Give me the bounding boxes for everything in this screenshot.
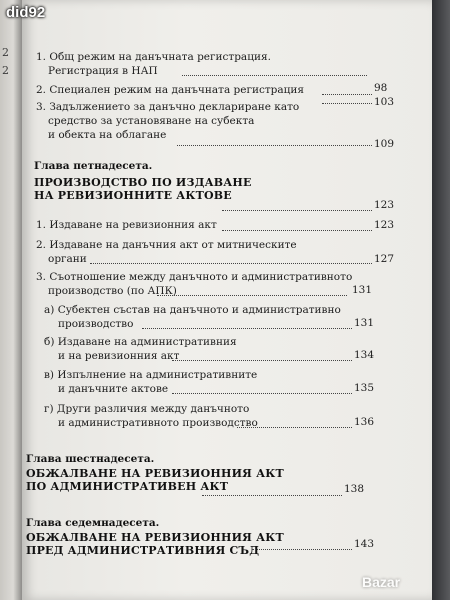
- toc-page-number: 127: [374, 253, 395, 265]
- toc-entry-2: [36, 83, 304, 97]
- toc-line: органи: [48, 253, 87, 265]
- toc-line: а) Субектен състав на данъчното и административно: [44, 304, 341, 316]
- toc-page-number: 143: [354, 538, 375, 550]
- chapter-title: ПРОИЗВОДСТВО ПО ИЗДАВАНЕ: [34, 176, 252, 189]
- toc-page-number: 136: [354, 416, 375, 428]
- toc-line: и на ревизионния акт: [58, 350, 180, 362]
- toc-leader: [157, 294, 347, 296]
- watermark-logo: Bazar: [362, 574, 401, 590]
- left-page-digit: 2: [2, 64, 9, 77]
- toc-page-number: 131: [354, 317, 375, 329]
- toc-line: б) Издаване на административния: [44, 336, 237, 348]
- chapter-17-heading: [26, 517, 284, 557]
- toc-line: г) Други различия между данъчното: [44, 403, 250, 415]
- toc-page-number: 109: [374, 138, 395, 150]
- toc-subentry-g: [44, 402, 258, 430]
- chapter-label: Глава шестнадесета.: [26, 453, 155, 465]
- toc-leader: [322, 93, 372, 95]
- chapter-16-heading: [26, 453, 284, 493]
- toc-leader: [322, 102, 372, 104]
- toc-page-number: 138: [344, 483, 365, 495]
- toc-page-number: 123: [374, 199, 395, 211]
- toc-leader: [177, 144, 372, 146]
- toc-page-number: 98: [374, 82, 388, 94]
- book-page: [22, 0, 432, 600]
- toc-line: средство за установяване на субекта: [48, 115, 255, 127]
- toc-leader: [90, 262, 372, 264]
- toc-page-number: 131: [352, 284, 373, 296]
- left-page-digit: 2: [2, 46, 9, 59]
- toc-line: 2. Издаване на данъчния акт от митническите: [36, 239, 297, 251]
- toc-leader: [222, 209, 372, 211]
- chapter-label: Глава петнадесета.: [34, 160, 153, 172]
- toc-page-number: 134: [354, 349, 375, 361]
- toc-line: и административното производство: [58, 417, 258, 429]
- toc-leader: [222, 229, 372, 231]
- toc-entry-15-1: [36, 218, 217, 232]
- chapter-15-heading: [34, 160, 252, 202]
- toc-line: и данъчните актове: [58, 383, 169, 395]
- toc-leader: [237, 426, 352, 428]
- toc-line: 1. Издаване на ревизионния акт: [36, 219, 217, 231]
- left-page-edge: [0, 0, 22, 600]
- chapter-title: ОБЖАЛВАНЕ НА РЕВИЗИОННИЯ АКТ: [26, 467, 284, 480]
- toc-line: 3. Съотношение между данъчното и административното: [36, 271, 353, 283]
- toc-line: в) Изпълнение на административните: [44, 369, 258, 381]
- toc-leader: [182, 74, 367, 76]
- toc-entry-3: [36, 100, 299, 142]
- toc-leader: [202, 494, 342, 496]
- chapter-title: ПО АДМИНИСТРАТИВЕН АКТ: [26, 480, 229, 493]
- toc-leader: [172, 392, 352, 394]
- toc-page-number: 123: [374, 219, 395, 231]
- chapter-title: ПРЕД АДМИНИСТРАТИВНИЯ СЪД: [26, 544, 260, 557]
- toc-leader: [172, 359, 352, 361]
- toc-line: и обекта на облагане: [48, 129, 167, 141]
- toc-line: производство (по АПК): [48, 285, 177, 297]
- chapter-title: ОБЖАЛВАНЕ НА РЕВИЗИОННИЯ АКТ: [26, 531, 284, 544]
- watermark-username: did92: [6, 4, 46, 21]
- toc-page-number: 135: [354, 382, 375, 394]
- chapter-label: Глава седемнадесета.: [26, 517, 160, 529]
- chapter-title: НА РЕВИЗИОННИТЕ АКТОВЕ: [34, 189, 232, 202]
- page-edge-shadow: [432, 0, 450, 600]
- toc-page-number: 103: [374, 96, 395, 108]
- toc-line: Регистрация в НАП: [48, 65, 158, 77]
- toc-leader: [142, 327, 352, 329]
- toc-line: 1. Общ режим на данъчната регистрация.: [36, 51, 271, 63]
- toc-leader: [252, 548, 352, 550]
- toc-line: производство: [58, 318, 134, 330]
- toc-line: 2. Специален режим на данъчната регистрация: [36, 84, 305, 96]
- toc-line: 3. Задължението за данъчно деклариране като: [36, 101, 300, 113]
